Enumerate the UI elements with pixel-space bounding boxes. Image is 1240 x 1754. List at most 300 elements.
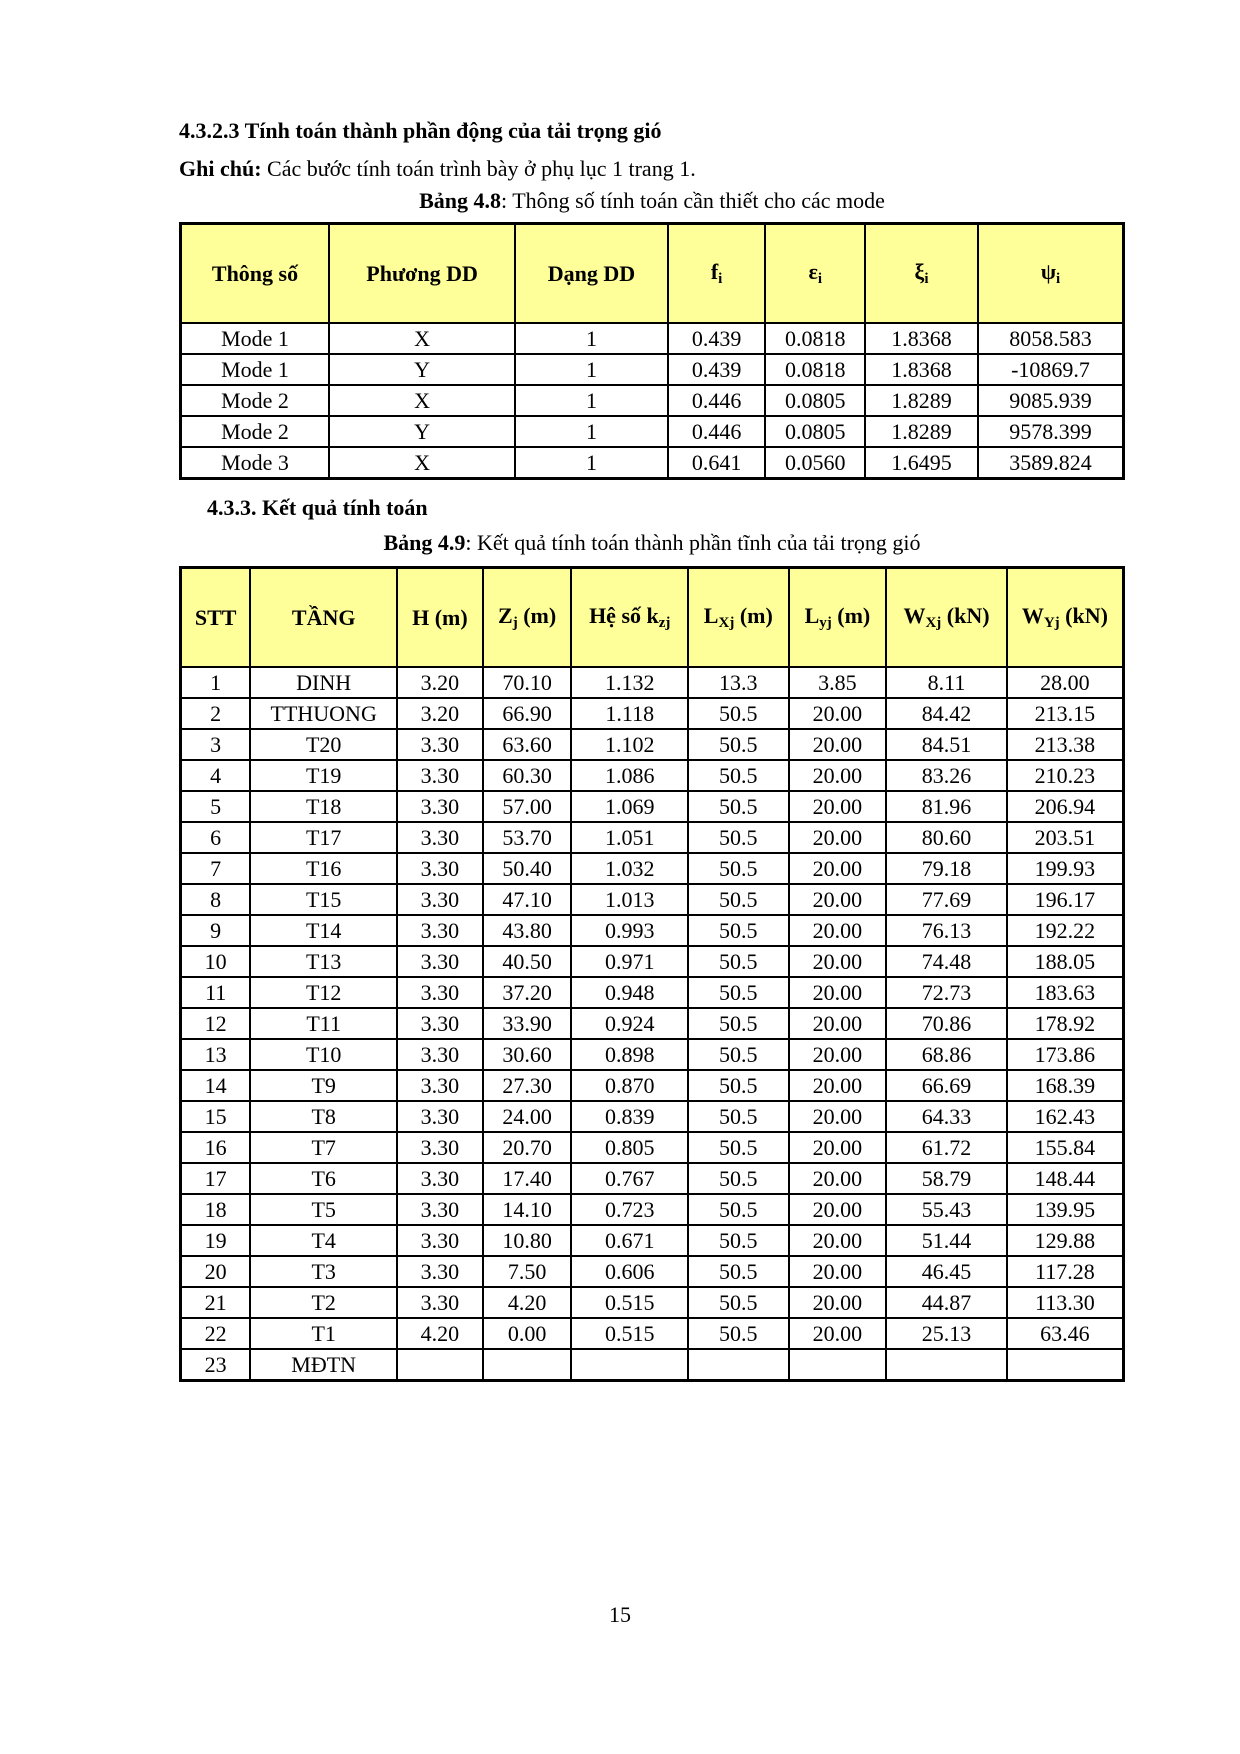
table-4-8-cell: Mode 2 — [181, 416, 330, 447]
table-4-8-row — [181, 323, 1124, 354]
table-4-9-cell: 20.00 — [789, 1256, 887, 1287]
table-4-9-cell: 50.5 — [688, 1132, 789, 1163]
table-4-9-cell: 0.723 — [571, 1194, 688, 1225]
table-4-9-row — [181, 729, 1124, 760]
table-4-9-row — [181, 915, 1124, 946]
table-4-9-row — [181, 1225, 1124, 1256]
table-4-9-cell — [483, 1349, 572, 1381]
table-4-9-cell: 20.00 — [789, 977, 887, 1008]
table-4-9-cell: 0.948 — [571, 977, 688, 1008]
table-4-9-cell: 60.30 — [483, 760, 572, 791]
table-4-9-cell: 192.22 — [1007, 915, 1124, 946]
table-4-8-caption-text: : Thông số tính toán cần thiết cho các mode — [501, 188, 885, 213]
table-4-9-cell: 148.44 — [1007, 1163, 1124, 1194]
table-4-9-cell: 14 — [181, 1070, 251, 1101]
table-4-9-cell: 20.00 — [789, 1318, 887, 1349]
table-4-9-cell: 30.60 — [483, 1039, 572, 1070]
table-4-9-row — [181, 1287, 1124, 1318]
table-4-9-cell — [688, 1349, 789, 1381]
table-4-9-cell: 50.40 — [483, 853, 572, 884]
table-4-8-cell: 1.8289 — [865, 416, 978, 447]
header-epsilon: $\varepsilon_i$ — [765, 224, 865, 324]
table-4-8-cell: 1 — [515, 385, 668, 416]
table-4-9-cell: 50.5 — [688, 853, 789, 884]
table-4-9-cell: T11 — [250, 1008, 397, 1039]
table-4-9-cell: 23 — [181, 1349, 251, 1381]
table-4-9-cell: 16 — [181, 1132, 251, 1163]
table-4-8-cell: 0.0805 — [765, 385, 865, 416]
table-4-9-cell: 3.30 — [397, 946, 483, 977]
header-lx: $L_{Xj}$ (m) — [688, 568, 789, 668]
table-4-9-cell: 20.00 — [789, 729, 887, 760]
table-4-8-cell: 9085.939 — [978, 385, 1124, 416]
table-4-8-cell: 1 — [515, 416, 668, 447]
table-4-9-cell: 17 — [181, 1163, 251, 1194]
table-4-9-cell: 188.05 — [1007, 946, 1124, 977]
table-4-9-cell: 0.971 — [571, 946, 688, 977]
table-4-8-row — [181, 447, 1124, 479]
table-4-9-cell: 0.767 — [571, 1163, 688, 1194]
header-psi: $\psi_i$ — [978, 224, 1124, 324]
table-4-9-cell: 50.5 — [688, 1256, 789, 1287]
table-4-9-cell: 50.5 — [688, 915, 789, 946]
table-4-9-cell: 5 — [181, 791, 251, 822]
table-4-9-cell: 28.00 — [1007, 667, 1124, 698]
table-4-9-cell: 81.96 — [886, 791, 1007, 822]
table-4-9-cell: T3 — [250, 1256, 397, 1287]
table-4-9-cell: 64.33 — [886, 1101, 1007, 1132]
table-4-9-cell: 213.15 — [1007, 698, 1124, 729]
table-4-9-cell: 129.88 — [1007, 1225, 1124, 1256]
header-wy: $W_{Yj}$ (kN) — [1007, 568, 1124, 668]
table-4-9-cell: 3.85 — [789, 667, 887, 698]
table-4-9-cell: 20 — [181, 1256, 251, 1287]
table-4-9-cell: 19 — [181, 1225, 251, 1256]
table-4-8-cell: 0.446 — [668, 385, 766, 416]
table-4-9-cell: 53.70 — [483, 822, 572, 853]
table-4-9-cell: 4 — [181, 760, 251, 791]
table-4-9-cell: 50.5 — [688, 1318, 789, 1349]
table-4-9-cell: 25.13 — [886, 1318, 1007, 1349]
table-4-9-cell: 210.23 — [1007, 760, 1124, 791]
table-4-9-cell: 76.13 — [886, 915, 1007, 946]
table-4-9-cell: 3.30 — [397, 1225, 483, 1256]
table-4-8-cell: 0.439 — [668, 354, 766, 385]
table-4-9-row — [181, 698, 1124, 729]
table-4-9-cell: 9 — [181, 915, 251, 946]
table-4-9-cell: 57.00 — [483, 791, 572, 822]
table-4-9-cell: 3.30 — [397, 1163, 483, 1194]
table-4-9-cell: 50.5 — [688, 822, 789, 853]
table-4-9-cell: 50.5 — [688, 760, 789, 791]
table-4-9-cell: T19 — [250, 760, 397, 791]
table-4-8-cell: 1.6495 — [865, 447, 978, 479]
table-4-9-cell: 58.79 — [886, 1163, 1007, 1194]
table-4-8-cell: 0.0805 — [765, 416, 865, 447]
table-4-9-cell: 3.30 — [397, 1194, 483, 1225]
table-4-9-cell: 20.00 — [789, 884, 887, 915]
table-4-8-cell: X — [329, 385, 515, 416]
table-4-9-cell: 6 — [181, 822, 251, 853]
table-4-9-cell: 83.26 — [886, 760, 1007, 791]
table-4-9-cell: 2 — [181, 698, 251, 729]
section-heading-4-3-2-3: 4.3.2.3 Tính toán thành phần động của tải trọng gió — [179, 118, 662, 143]
table-4-9-cell: 47.10 — [483, 884, 572, 915]
table-4-8-row — [181, 354, 1124, 385]
table-4-9-cell: 162.43 — [1007, 1101, 1124, 1132]
table-4-9-cell: 20.00 — [789, 1008, 887, 1039]
table-4-9-cell: 7 — [181, 853, 251, 884]
table-4-9-row — [181, 1008, 1124, 1039]
table-4-8-cell: 1 — [515, 447, 668, 479]
table-4-9-cell: 50.5 — [688, 1070, 789, 1101]
table-4-9-row — [181, 1132, 1124, 1163]
table-4-9-row — [181, 1101, 1124, 1132]
table-4-9-cell: 20.00 — [789, 853, 887, 884]
table-4-8-cell: Y — [329, 354, 515, 385]
note-paragraph — [179, 156, 696, 182]
table-4-9-cell: 50.5 — [688, 1194, 789, 1225]
table-4-9-cell: T5 — [250, 1194, 397, 1225]
page-number: 15 — [609, 1602, 631, 1627]
table-4-9-cell: 50.5 — [688, 1163, 789, 1194]
table-4-9-cell: T8 — [250, 1101, 397, 1132]
table-4-9-cell: 24.00 — [483, 1101, 572, 1132]
table-4-9-cell: 14.10 — [483, 1194, 572, 1225]
table-4-9 — [179, 566, 1125, 1382]
header-stt: STT — [181, 568, 251, 668]
table-4-9-cell: 80.60 — [886, 822, 1007, 853]
table-4-9-cell: 3.30 — [397, 729, 483, 760]
table-4-9-cell: 43.80 — [483, 915, 572, 946]
table-4-9-cell: 0.515 — [571, 1318, 688, 1349]
table-4-9-cell: 50.5 — [688, 791, 789, 822]
table-4-9-cell: 1.118 — [571, 698, 688, 729]
table-4-9-cell: 168.39 — [1007, 1070, 1124, 1101]
table-4-9-cell: 10.80 — [483, 1225, 572, 1256]
table-4-9-cell: 213.38 — [1007, 729, 1124, 760]
table-4-9-cell: T2 — [250, 1287, 397, 1318]
table-4-9-cell: 0.898 — [571, 1039, 688, 1070]
table-4-9-cell: 50.5 — [688, 946, 789, 977]
table-4-9-row — [181, 884, 1124, 915]
table-4-9-cell: 1.032 — [571, 853, 688, 884]
table-4-9-cell: 3.30 — [397, 1101, 483, 1132]
header-f: $f_i$ — [668, 224, 766, 324]
table-4-9-cell: 178.92 — [1007, 1008, 1124, 1039]
table-4-9-cell: 77.69 — [886, 884, 1007, 915]
table-4-8-cell: 8058.583 — [978, 323, 1124, 354]
table-4-9-cell: 22 — [181, 1318, 251, 1349]
section-heading-4-3-3: 4.3.3. Kết quả tính toán — [207, 495, 428, 520]
table-4-8-cell: 9578.399 — [978, 416, 1124, 447]
table-4-9-cell: T10 — [250, 1039, 397, 1070]
table-4-9-cell: 173.86 — [1007, 1039, 1124, 1070]
table-4-9-cell: 20.70 — [483, 1132, 572, 1163]
table-4-9-cell: 3.30 — [397, 1008, 483, 1039]
table-4-9-cell: T16 — [250, 853, 397, 884]
table-4-9-cell: 7.50 — [483, 1256, 572, 1287]
table-4-9-cell: 3.30 — [397, 1256, 483, 1287]
table-4-9-cell: 12 — [181, 1008, 251, 1039]
table-4-9-cell: 196.17 — [1007, 884, 1124, 915]
table-4-9-cell: 50.5 — [688, 729, 789, 760]
table-4-9-cell: 66.90 — [483, 698, 572, 729]
table-4-9-cell: 18 — [181, 1194, 251, 1225]
table-4-8-caption — [179, 188, 1125, 214]
table-4-9-cell: 15 — [181, 1101, 251, 1132]
table-4-9-cell: 51.44 — [886, 1225, 1007, 1256]
table-4-9-cell: 113.30 — [1007, 1287, 1124, 1318]
table-4-9-cell: 3.30 — [397, 977, 483, 1008]
table-4-9-cell: 21 — [181, 1287, 251, 1318]
table-4-9-cell: 55.43 — [886, 1194, 1007, 1225]
table-4-9-cell: 20.00 — [789, 1163, 887, 1194]
table-4-9-cell: 199.93 — [1007, 853, 1124, 884]
table-4-9-row — [181, 1194, 1124, 1225]
table-4-8-cell: 1 — [515, 323, 668, 354]
table-4-9-cell: 4.20 — [483, 1287, 572, 1318]
table-4-9-cell: 72.73 — [886, 977, 1007, 1008]
header-direction: Phương DD — [329, 224, 515, 324]
table-4-9-cell: 68.86 — [886, 1039, 1007, 1070]
table-4-9-cell: 50.5 — [688, 977, 789, 1008]
table-4-9-cell: 3 — [181, 729, 251, 760]
table-4-9-row — [181, 1256, 1124, 1287]
table-4-9-cell: T13 — [250, 946, 397, 977]
table-4-9-cell: T14 — [250, 915, 397, 946]
table-4-9-cell: 50.5 — [688, 1008, 789, 1039]
table-4-9-row — [181, 1163, 1124, 1194]
table-4-9-cell: 63.60 — [483, 729, 572, 760]
table-4-8-header-row — [181, 224, 1124, 324]
table-4-9-cell: 3.30 — [397, 1287, 483, 1318]
table-4-9-cell: 0.839 — [571, 1101, 688, 1132]
table-4-9-cell: MĐTN — [250, 1349, 397, 1381]
table-4-9-row — [181, 822, 1124, 853]
table-4-9-cell: 20.00 — [789, 822, 887, 853]
table-4-9-cell: 203.51 — [1007, 822, 1124, 853]
table-4-9-row — [181, 946, 1124, 977]
table-4-8-cell: 0.0818 — [765, 323, 865, 354]
table-4-8-cell: Y — [329, 416, 515, 447]
table-4-9-cell: 50.5 — [688, 1101, 789, 1132]
table-4-9-caption-label: Bảng 4.9 — [383, 530, 466, 555]
table-4-9-cell: 139.95 — [1007, 1194, 1124, 1225]
table-4-9-cell: 1 — [181, 667, 251, 698]
table-4-9-cell: 20.00 — [789, 760, 887, 791]
table-4-9-cell: 20.00 — [789, 1194, 887, 1225]
table-4-9-cell: 20.00 — [789, 1039, 887, 1070]
header-ly: $L_{yj}$ (m) — [789, 568, 887, 668]
table-4-8-cell: Mode 2 — [181, 385, 330, 416]
table-4-9-cell: 20.00 — [789, 1287, 887, 1318]
table-4-9-row — [181, 791, 1124, 822]
table-4-9-cell: 84.51 — [886, 729, 1007, 760]
table-4-9-cell: 50.5 — [688, 1287, 789, 1318]
table-4-9-cell: 20.00 — [789, 915, 887, 946]
table-4-9-cell: 206.94 — [1007, 791, 1124, 822]
table-4-8-cell: 0.439 — [668, 323, 766, 354]
table-4-9-cell: T4 — [250, 1225, 397, 1256]
table-4-9-cell: T7 — [250, 1132, 397, 1163]
table-4-9-cell: 70.10 — [483, 667, 572, 698]
table-4-9-cell: 63.46 — [1007, 1318, 1124, 1349]
table-4-9-cell — [789, 1349, 887, 1381]
table-4-9-cell: 3.30 — [397, 791, 483, 822]
table-4-9-cell: 183.63 — [1007, 977, 1124, 1008]
table-4-9-cell: 0.00 — [483, 1318, 572, 1349]
table-4-9-cell: 1.132 — [571, 667, 688, 698]
table-4-9-cell: 0.515 — [571, 1287, 688, 1318]
table-4-9-cell: 117.28 — [1007, 1256, 1124, 1287]
table-4-9-cell — [886, 1349, 1007, 1381]
table-4-9-cell: 84.42 — [886, 698, 1007, 729]
table-4-9-cell: 40.50 — [483, 946, 572, 977]
table-4-9-cell: 8 — [181, 884, 251, 915]
table-4-9-cell: 20.00 — [789, 698, 887, 729]
table-4-9-cell: 20.00 — [789, 1132, 887, 1163]
table-4-9-cell: 3.30 — [397, 853, 483, 884]
table-4-9-row — [181, 760, 1124, 791]
table-4-9-cell: 1.069 — [571, 791, 688, 822]
table-4-8-cell: Mode 1 — [181, 323, 330, 354]
header-floor: TẦNG — [250, 568, 397, 668]
table-4-9-cell: T6 — [250, 1163, 397, 1194]
table-4-9-row — [181, 853, 1124, 884]
table-4-9-cell: 3.30 — [397, 822, 483, 853]
table-4-9-row — [181, 1318, 1124, 1349]
table-4-9-row — [181, 1039, 1124, 1070]
table-4-8-cell: 3589.824 — [978, 447, 1124, 479]
header-param: Thông số — [181, 224, 330, 324]
table-4-8-row — [181, 416, 1124, 447]
table-4-9-cell: 0.924 — [571, 1008, 688, 1039]
table-4-9-cell: T12 — [250, 977, 397, 1008]
table-4-9-cell: 11 — [181, 977, 251, 1008]
table-4-9-caption — [179, 530, 1125, 556]
note-text: Các bước tính toán trình bày ở phụ lục 1 trang 1. — [261, 156, 696, 181]
table-4-8-cell: 1.8289 — [865, 385, 978, 416]
table-4-9-cell: 3.30 — [397, 915, 483, 946]
table-4-9-cell: 4.20 — [397, 1318, 483, 1349]
table-4-9-cell: 46.45 — [886, 1256, 1007, 1287]
table-4-9-cell: 0.870 — [571, 1070, 688, 1101]
header-k: Hệ số $k_{zj}$ — [571, 568, 688, 668]
table-4-9-cell: 1.013 — [571, 884, 688, 915]
table-4-9-cell: 0.606 — [571, 1256, 688, 1287]
table-4-9-cell: 1.102 — [571, 729, 688, 760]
table-4-9-cell: 17.40 — [483, 1163, 572, 1194]
table-4-9-cell: 3.30 — [397, 1132, 483, 1163]
table-4-8-row — [181, 385, 1124, 416]
table-4-9-cell: 3.30 — [397, 1070, 483, 1101]
table-4-9-cell: T9 — [250, 1070, 397, 1101]
table-4-9-cell: 20.00 — [789, 1225, 887, 1256]
table-4-8-cell: 1.8368 — [865, 354, 978, 385]
table-4-9-cell: TTHUONG — [250, 698, 397, 729]
table-4-9-cell: T17 — [250, 822, 397, 853]
table-4-8-cell: 1.8368 — [865, 323, 978, 354]
table-4-8-cell: X — [329, 447, 515, 479]
table-4-8-cell: 0.446 — [668, 416, 766, 447]
table-4-9-row — [181, 667, 1124, 698]
table-4-9-cell: 70.86 — [886, 1008, 1007, 1039]
table-4-9-cell: 1.051 — [571, 822, 688, 853]
table-4-9-cell: 61.72 — [886, 1132, 1007, 1163]
table-4-9-cell: 66.69 — [886, 1070, 1007, 1101]
table-4-8-caption-label: Bảng 4.8 — [419, 188, 502, 213]
table-4-9-cell: T18 — [250, 791, 397, 822]
table-4-9-header-row — [181, 568, 1124, 668]
header-z: $Z_j$ (m) — [483, 568, 572, 668]
table-4-9-cell: 8.11 — [886, 667, 1007, 698]
header-shape: Dạng DD — [515, 224, 668, 324]
table-4-9-cell: 50.5 — [688, 1225, 789, 1256]
table-4-9-cell: 27.30 — [483, 1070, 572, 1101]
table-4-9-cell: 13.3 — [688, 667, 789, 698]
table-4-9-cell: 20.00 — [789, 1070, 887, 1101]
note-label: Ghi chú: — [179, 156, 262, 181]
table-4-8-cell: Mode 3 — [181, 447, 330, 479]
table-4-8-cell: 0.0560 — [765, 447, 865, 479]
table-4-9-cell: 3.30 — [397, 884, 483, 915]
table-4-9-cell: 0.671 — [571, 1225, 688, 1256]
table-4-9-cell: T20 — [250, 729, 397, 760]
header-xi: $\xi_i$ — [865, 224, 978, 324]
table-4-9-cell — [397, 1349, 483, 1381]
table-4-9-cell: 44.87 — [886, 1287, 1007, 1318]
table-4-8-cell: Mode 1 — [181, 354, 330, 385]
header-wx: $W_{Xj}$ (kN) — [886, 568, 1007, 668]
table-4-9-cell: 50.5 — [688, 884, 789, 915]
table-4-9-caption-text: : Kết quả tính toán thành phần tĩnh của tải trọng gió — [465, 530, 921, 555]
table-4-9-cell: 3.30 — [397, 760, 483, 791]
table-4-9-cell: 10 — [181, 946, 251, 977]
table-4-9-cell: 74.48 — [886, 946, 1007, 977]
table-4-9-cell: 0.805 — [571, 1132, 688, 1163]
table-4-9-cell: 20.00 — [789, 1101, 887, 1132]
header-h: H (m) — [397, 568, 483, 668]
table-4-8 — [179, 222, 1125, 480]
table-4-9-cell: 50.5 — [688, 698, 789, 729]
table-4-9-cell: 13 — [181, 1039, 251, 1070]
table-4-9-cell: 79.18 — [886, 853, 1007, 884]
table-4-8-cell: 1 — [515, 354, 668, 385]
table-4-9-cell: 20.00 — [789, 791, 887, 822]
table-4-9-cell: DINH — [250, 667, 397, 698]
table-4-9-cell: 155.84 — [1007, 1132, 1124, 1163]
table-4-9-cell: T1 — [250, 1318, 397, 1349]
table-4-9-cell: 50.5 — [688, 1039, 789, 1070]
table-4-9-row — [181, 1070, 1124, 1101]
table-4-8-cell: X — [329, 323, 515, 354]
table-4-8-cell: 0.641 — [668, 447, 766, 479]
table-4-9-cell: 33.90 — [483, 1008, 572, 1039]
table-4-8-cell: -10869.7 — [978, 354, 1124, 385]
table-4-9-cell: 3.20 — [397, 667, 483, 698]
table-4-9-cell: 1.086 — [571, 760, 688, 791]
table-4-9-row — [181, 977, 1124, 1008]
table-4-9-cell: 3.30 — [397, 1039, 483, 1070]
table-4-9-cell: T15 — [250, 884, 397, 915]
table-4-9-cell — [571, 1349, 688, 1381]
table-4-9-cell: 0.993 — [571, 915, 688, 946]
table-4-9-cell — [1007, 1349, 1124, 1381]
table-4-9-cell: 20.00 — [789, 946, 887, 977]
table-4-8-cell: 0.0818 — [765, 354, 865, 385]
table-4-9-row — [181, 1349, 1124, 1381]
